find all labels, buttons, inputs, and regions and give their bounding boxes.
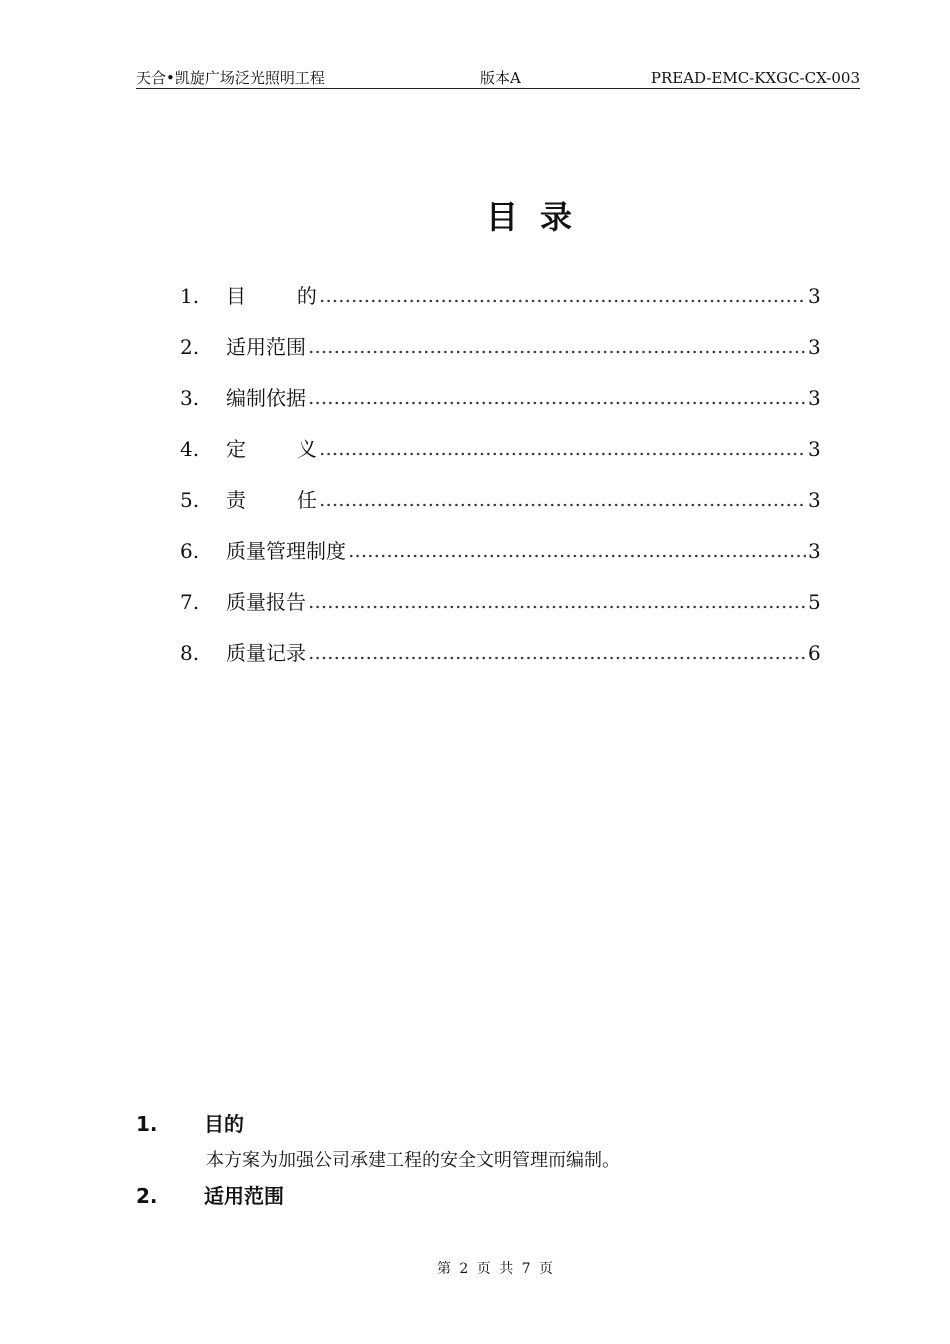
toc-item-label: 质量报告 [226, 589, 306, 614]
section-title: 目的 [204, 1112, 244, 1136]
toc-dot-leader [308, 329, 806, 365]
toc-item-number: 5. [180, 487, 200, 512]
header-project-name: 天合•凯旋广场泛光照明工程 [136, 69, 325, 87]
toc-dot-leader [308, 635, 806, 671]
section-number: 2. [136, 1184, 158, 1208]
toc-item[interactable] [180, 627, 820, 678]
toc-title: 目录 [485, 198, 594, 236]
toc-item[interactable] [180, 525, 820, 576]
toc-item[interactable] [180, 423, 820, 474]
toc-dot-leader [319, 482, 806, 518]
toc-item-label: 质量管理制度 [226, 538, 346, 563]
page-footer: 第 2 页 共 7 页 [436, 1261, 554, 1277]
toc-item-page: 3 [808, 334, 821, 359]
toc-dot-leader [308, 584, 806, 620]
page-header [136, 68, 860, 89]
toc-item-number: 7. [180, 589, 200, 614]
section-number: 1. [136, 1112, 158, 1136]
toc-item-number: 4. [180, 436, 200, 461]
section-heading [136, 1108, 244, 1137]
toc-item-label: 责 任 [226, 487, 317, 512]
toc-item[interactable] [180, 576, 820, 627]
toc-item-label: 编制依据 [226, 385, 306, 410]
toc-item-number: 3. [180, 385, 200, 410]
toc-item-label: 目 的 [226, 283, 317, 308]
toc-item-label: 质量记录 [226, 640, 306, 665]
table-of-contents [180, 270, 820, 678]
section-title: 适用范围 [204, 1184, 284, 1208]
toc-item-page: 3 [808, 487, 821, 512]
toc-item-number: 2. [180, 334, 200, 359]
toc-item-page: 5 [808, 589, 821, 614]
toc-dot-leader [348, 533, 806, 569]
toc-item-page: 3 [808, 436, 821, 461]
toc-dot-leader [319, 431, 806, 467]
toc-item-page: 3 [808, 538, 821, 563]
section-body: 本方案为加强公司承建工程的安全文明管理而编制。 [206, 1150, 620, 1171]
toc-item-label: 定 义 [226, 436, 317, 461]
toc-item[interactable] [180, 321, 820, 372]
toc-item[interactable] [180, 474, 820, 525]
toc-item-number: 8. [180, 640, 200, 665]
toc-item[interactable] [180, 270, 820, 321]
toc-item-number: 6. [180, 538, 200, 563]
toc-item-page: 3 [808, 385, 821, 410]
header-doc-code: PREAD-EMC-KXGC-CX-003 [650, 69, 860, 87]
toc-item[interactable] [180, 372, 820, 423]
toc-item-label: 适用范围 [226, 334, 306, 359]
toc-dot-leader [308, 380, 806, 416]
toc-item-number: 1. [180, 283, 200, 308]
toc-item-page: 3 [808, 283, 821, 308]
section-heading [136, 1180, 284, 1209]
header-version: 版本A [480, 69, 521, 87]
toc-dot-leader [319, 278, 806, 314]
toc-item-page: 6 [808, 640, 821, 665]
